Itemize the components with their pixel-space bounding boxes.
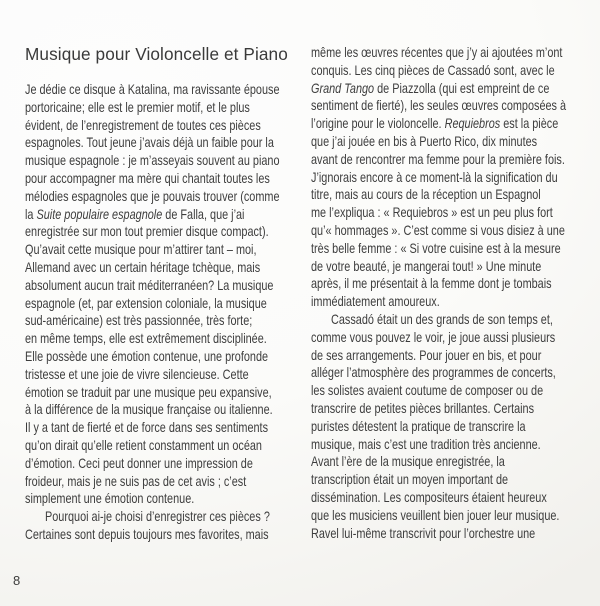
text-line: transcrire de petites pièces brillantes. Certains — [311, 400, 535, 416]
text-line: de ses arrangements. Pour jouer en bis, et pour — [311, 347, 542, 363]
text-line: à la différence de la musique française ou italienne. — [25, 402, 273, 418]
text-line: Allemand avec un certain héritage tchèque, mais — [25, 259, 261, 275]
text-line: sud-américaine) est très passionnée, très forte; — [25, 313, 253, 329]
text-line: qu’« hommages ». C’est comme si vous disiez à une — [311, 222, 565, 238]
text-line: me l’expliqua : « Requiebros » est un peu plus fort — [311, 205, 553, 221]
text-line: qu’on dirait qu’elle retient constamment un océan — [25, 437, 262, 453]
text-line: Avant l’ère de la musique enregistrée, la — [311, 454, 505, 470]
text-line: Elle possède une émotion contenue, une profonde — [25, 348, 269, 364]
text-line: la Suite populaire espagnole de Falla, que j’ai — [25, 206, 245, 222]
text-line: Certaines sont depuis toujours mes favorites, mais — [25, 526, 269, 542]
text-line: de votre beauté, je mangerai tout! » Une minute — [311, 258, 542, 274]
text-line: Pourquoi ai-je choisi d’enregistrer ces pièces ? — [45, 509, 270, 525]
text-line: enregistrée sur mon tout premier disque compact). — [25, 224, 269, 240]
text-line: J’ignorais encore à ce moment-là la signification du — [311, 169, 558, 185]
text-line: transcription était un moyen important de — [311, 472, 509, 488]
text-line: simplement une émotion contenue. — [25, 491, 195, 507]
page-number: 8 — [13, 573, 21, 588]
text-line: tristesse et une joie de vivre silencieuse. Cette — [25, 366, 249, 382]
text-line: comme vous pouvez le voir, je joue aussi plusieurs — [311, 329, 556, 345]
text-line: immédiatement amoureux. — [311, 294, 440, 310]
text-line: que j’ai jouée en bis à Puerto Rico, dix minutes — [311, 133, 538, 149]
text-line: alléger l’atmosphère des programmes de concerts, — [311, 365, 556, 381]
text-line: Je dédie ce disque à Katalina, ma ravissante épouse — [25, 82, 280, 97]
text-line: espagnole (et, par extension coloniale, la musique — [25, 295, 267, 311]
text-line: l’origine pour le violoncelle. Requiebros est la pièce — [311, 116, 559, 132]
text-line: avant de rencontrer ma femme pour la première fois. — [311, 151, 565, 167]
text-line: après, il me présentait à la femme dont je tombais — [311, 276, 552, 292]
right-text-column — [311, 44, 593, 542]
text-line: Cassadó était un des grands de son temps et, — [331, 311, 553, 327]
text-line: d’émotion. Ceci peut donner une impression de — [25, 455, 253, 471]
text-line: émotion se traduit par une musique peu expansive, — [25, 384, 272, 400]
left-text-column — [25, 81, 307, 544]
text-line: portoricaine; elle est le premier motif, et le plus — [25, 99, 250, 115]
text-line: Qu’avait cette musique pour m’attirer tant – moi, — [25, 242, 257, 258]
text-line: conquis. Les cinq pièces de Cassadó sont, avec le — [311, 62, 555, 78]
text-line: très belle femme : « Si votre cuisine est à la mesure — [311, 240, 561, 256]
text-line: Ravel lui-même transcrivit pour l’orchestre une — [311, 525, 536, 541]
text-line: évident, de l’enregistrement de toutes ces pièces — [25, 117, 261, 133]
text-line: dissémination. Les compositeurs étaient heureux — [311, 489, 547, 505]
text-line: Grand Tango de Piazzolla (qui est empreint de ce — [311, 80, 550, 96]
text-line: mélodies espagnoles que je pouvais trouver (comme — [25, 188, 280, 204]
text-line: espagnoles. Tout jeune j’avais déjà un faible pour la — [25, 135, 274, 151]
page-title: Musique pour Violoncelle et Piano — [25, 44, 288, 64]
text-line: les solistes avaient coutume de composer ou de — [311, 383, 544, 399]
text-line: en même temps, elle est extrêmement disciplinée. — [25, 331, 267, 347]
text-line: pour accompagner ma mère qui chantait toutes les — [25, 170, 270, 186]
text-line: froideur, mais je ne suis pas de cet avis ; c’est — [25, 473, 247, 489]
text-line: musique, mais c’est une tradition très ancienne. — [311, 436, 541, 452]
text-line: titre, mais au cours de la réception un Espagnol — [311, 187, 541, 203]
text-line: sentiment de fierté), les seules œuvres composées à — [311, 98, 567, 114]
text-line: musique espagnole : je m’asseyais souvent au piano — [25, 153, 280, 169]
text-line: absolument aucun trait méditerranéen? La musique — [25, 277, 274, 293]
text-line: même les œuvres récentes que j’y ai ajoutées m’ont — [311, 45, 563, 60]
text-line: puristes détestent la pratique de transcrire la — [311, 418, 526, 434]
text-line: Il y a tant de fierté et de force dans ses sentiments — [25, 420, 269, 436]
text-line: que les musiciens veuillent bien jouer leur musique. — [311, 507, 560, 523]
